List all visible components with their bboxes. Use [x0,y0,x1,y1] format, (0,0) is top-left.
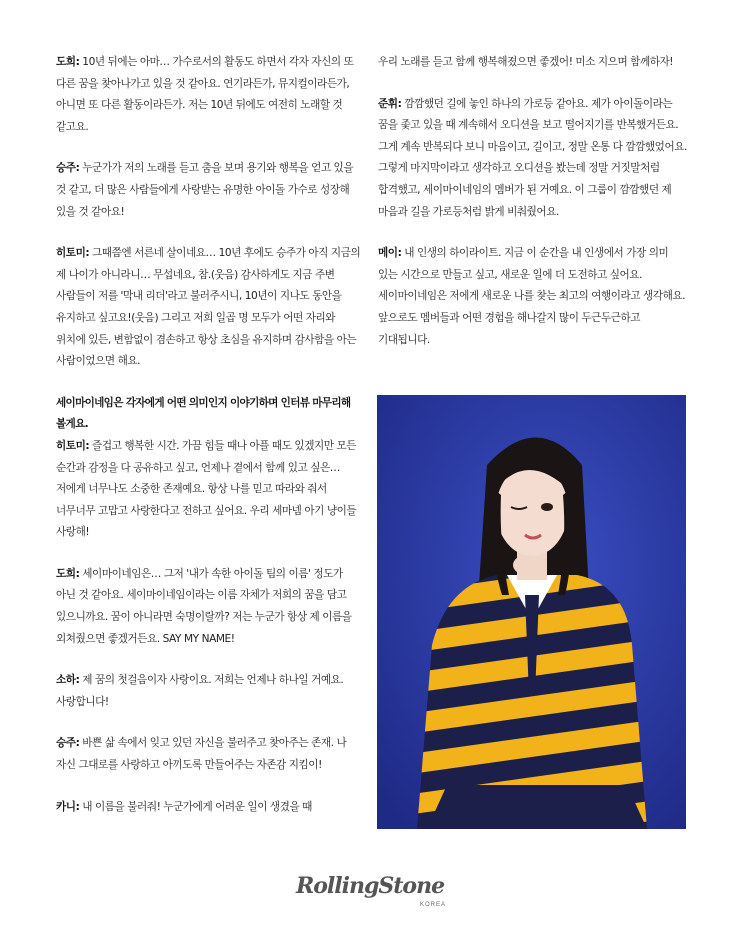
answer-text: 우리 노래를 듣고 함께 행복해졌으면 좋겠어! 미소 지으며 함께하자! [378,56,674,68]
answer-text: 즐겁고 행복한 시간. 가끔 힘들 때나 아플 때도 있겠지만 모든 순간과 감정을 다 공유하고 싶고, 언제나 곁에서 함께 있고 싶은… 저에게 너무나도 소중한 존재예요. 항상 나를 믿고 따라와 줘서 너무너무 고맙고 사랑한다고 전하고 싶어요. 우리 세마넴 아기 냥이들 사랑해! [56,439,357,539]
speaker-label: 히토미: [56,247,90,260]
speaker-label: 승주: [56,737,80,750]
right-column [378,52,688,371]
rolling-stone-korea-logo [0,873,740,908]
answer-mei-meaning [378,243,688,351]
answer-hitomi-meaning [56,436,364,544]
answer-seungju-meaning [56,733,364,776]
speaker-label: 도희: [56,56,80,68]
answer-text: 내 인생의 하이라이트. 지금 이 순간을 내 인생에서 가장 의미 있는 시간으로 만들고 싶고, 새로운 일에 더 도전하고 싶어요. 세이마이네임은 저에게 새로운 나를 찾는 최고의 여행이라고 생각해요. 앞으로도 멤버들과 어떤 경험을 해나갈지 많이 두근두근하고 기대됩니다. [378,247,686,346]
answer-text: 내 이름을 불러줘! 누군가에게 어려운 일이 생겼을 때 [79,800,312,813]
answer-soha-meaning [56,670,364,713]
speaker-label: 소하: [56,674,80,687]
speaker-label: 카니: [56,800,80,813]
left-column [56,52,364,838]
answer-text: 바쁜 삶 속에서 잊고 있던 자신을 불러주고 찾아주는 존재. 나 자신 그대로를 사랑하고 아끼도록 만들어주는 자존감 지킴이! [56,737,347,772]
speaker-label: 준휘: [378,97,402,110]
answer-dohee-meaning [56,564,364,650]
answer-text: 10년 뒤에는 아마… 가수로서의 활동도 하면서 각자 자신의 또 다른 꿈을 찾아나가고 있을 것 같아요. 연기라든가, 뮤지컬이라든가, 아니면 또 다른 활동이라든가. 저는 10년 뒤에도 여전히 노래할 것 같고요. [56,56,354,133]
answer-junhwi-meaning [378,94,688,224]
logo-subtitle: KOREA [420,902,447,908]
answer-dohee-future [56,52,364,138]
member-portrait-photo [377,395,686,829]
answer-text: 깜깜했던 길에 놓인 하나의 가로등 같아요. 제가 아이돌이라는 꿈을 좇고 있을 때 계속해서 오디션을 보고 떨어지기를 반복했거든요. 그게 계속 반복되다 보니 마음이고, 길이고, 정말 온통 다 깜깜했었어요. 그렇게 마지막이라고 생각하고 오디션을 봤는데 정말 거짓말처럼 합격했고, 세이마이네임의 멤버가 된 거예요. 이 그룹이 깜깜했던 제 마음과 길을 가로등처럼 밝게 비춰줬어요. [378,97,687,218]
answer-text: 그때쯤엔 서른네 살이네요… 10년 후에도 승주가 아직 지금의 제 나이가 아니라니… 무섭네요, 참.(웃음) 감사하게도 지금 주변 사람들이 저를 '막내 리더'라고 불러주시니, 10년이 지나도 동안을 유지하고 싶고요!(웃음) 그리고 저희 일곱 명 모두가 어떤 자리와 위치에 있든, 변함없이 겸손하고 항상 초심을 유지하며 감사함을 아는 사람이었으면 해요. [56,247,361,368]
speaker-label: 메이: [378,247,402,260]
speaker-label: 히토미: [56,439,90,452]
portrait-illustration [377,395,686,829]
answer-kani-continued [378,52,688,74]
speaker-label: 도희: [56,567,80,580]
answer-text: 누군가가 저의 노래를 듣고 춤을 보며 용기와 행복을 얻고 있을 것 같고, 더 많은 사람들에게 사랑받는 유명한 아이돌 가수로 성장해 있을 것 같아요! [56,162,354,218]
logo-wordmark: RollingStone [295,873,445,899]
question-text: 세이마이네임은 각자에게 어떤 의미인지 이야기하며 인터뷰 마무리해 볼게요. [56,396,351,431]
answer-kani-meaning [56,797,364,819]
answer-hitomi-future [56,243,364,373]
speaker-label: 승주: [56,162,80,175]
answer-text: 세이마이네임은… 그저 '내가 속한 아이돌 팀의 이름' 정도가 아닌 것 같아요. 세이마이네임이라는 이름 자체가 저희의 꿈을 담고 있으니까요. 꿈이 아니라면 숙명이랄까? 저는 누군가 항상 제 이름을 외쳐줬으면 좋겠거든요. SAY MY NAME! [56,567,352,645]
interview-question [56,393,364,436]
answer-seungju-future [56,158,364,223]
answer-text: 제 꿈의 첫걸음이자 사랑이요. 저희는 언제나 하나일 거예요. 사랑합니다! [56,674,344,708]
